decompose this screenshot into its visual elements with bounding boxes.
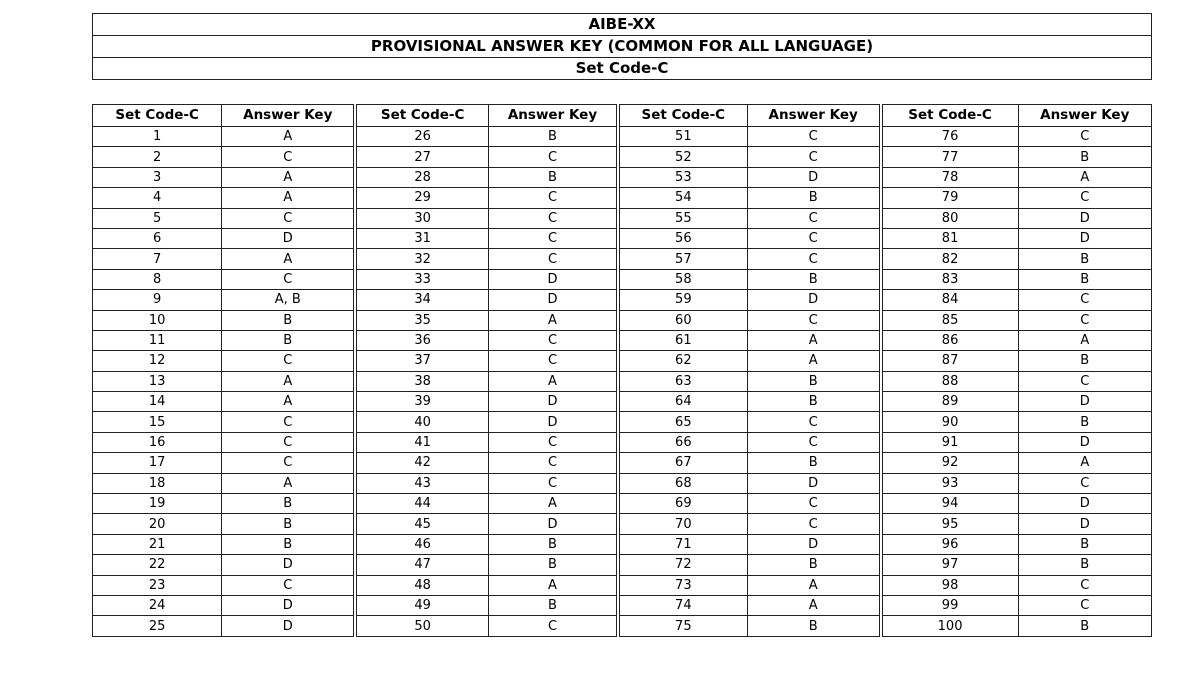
answer-cell: C — [1018, 595, 1151, 615]
answer-cell: B — [747, 188, 880, 208]
answer-cell: D — [489, 412, 618, 432]
question-number-cell: 76 — [881, 127, 1018, 147]
answer-cell: A — [222, 127, 355, 147]
question-number-cell: 8 — [93, 269, 222, 289]
question-number-cell: 45 — [355, 514, 488, 534]
table-row — [93, 616, 1152, 636]
answer-cell: A — [489, 494, 618, 514]
question-number-cell: 52 — [618, 147, 747, 167]
answer-cell: B — [1018, 269, 1151, 289]
answer-cell: C — [222, 453, 355, 473]
answer-key-header-row — [93, 105, 1152, 127]
question-number-cell: 47 — [355, 555, 488, 575]
answer-cell: C — [489, 147, 618, 167]
answer-cell: D — [1018, 494, 1151, 514]
question-number-cell: 93 — [881, 473, 1018, 493]
answer-cell: B — [747, 269, 880, 289]
answer-cell: B — [1018, 249, 1151, 269]
question-number-cell: 100 — [881, 616, 1018, 636]
question-number-cell: 48 — [355, 575, 488, 595]
question-number-cell: 29 — [355, 188, 488, 208]
answer-cell: C — [1018, 371, 1151, 391]
question-number-cell: 82 — [881, 249, 1018, 269]
table-row — [93, 188, 1152, 208]
answer-cell: C — [747, 494, 880, 514]
answer-cell: C — [222, 147, 355, 167]
answer-cell: A — [747, 575, 880, 595]
table-row — [93, 514, 1152, 534]
question-number-cell: 67 — [618, 453, 747, 473]
question-number-cell: 60 — [618, 310, 747, 330]
question-number-cell: 32 — [355, 249, 488, 269]
question-number-cell: 21 — [93, 534, 222, 554]
question-number-cell: 83 — [881, 269, 1018, 289]
question-number-cell: 4 — [93, 188, 222, 208]
question-number-cell: 75 — [618, 616, 747, 636]
answer-cell: D — [489, 290, 618, 310]
answer-cell: C — [489, 616, 618, 636]
answer-cell: C — [747, 514, 880, 534]
answer-cell: C — [747, 228, 880, 248]
answer-cell: D — [1018, 228, 1151, 248]
answer-cell: B — [489, 595, 618, 615]
answer-cell: A — [489, 575, 618, 595]
answer-cell: B — [747, 371, 880, 391]
question-number-cell: 79 — [881, 188, 1018, 208]
table-row — [93, 392, 1152, 412]
question-number-cell: 18 — [93, 473, 222, 493]
question-number-cell: 78 — [881, 167, 1018, 187]
question-number-cell: 54 — [618, 188, 747, 208]
answer-cell: C — [489, 351, 618, 371]
answer-cell: D — [222, 228, 355, 248]
answer-cell: C — [1018, 290, 1151, 310]
header-table — [92, 13, 1152, 80]
table-row — [93, 147, 1152, 167]
answer-cell: B — [489, 555, 618, 575]
question-number-cell: 34 — [355, 290, 488, 310]
answer-cell: A — [747, 330, 880, 350]
question-number-cell: 98 — [881, 575, 1018, 595]
question-number-cell: 19 — [93, 494, 222, 514]
table-row — [93, 330, 1152, 350]
answer-cell: A — [1018, 167, 1151, 187]
column-header-answer: Answer Key — [747, 105, 880, 127]
table-row — [93, 371, 1152, 391]
answer-cell: C — [747, 208, 880, 228]
answer-cell: C — [489, 432, 618, 452]
column-header-question: Set Code-C — [881, 105, 1018, 127]
answer-cell: B — [222, 534, 355, 554]
answer-cell: C — [222, 269, 355, 289]
answer-cell: C — [489, 208, 618, 228]
table-row — [93, 249, 1152, 269]
question-number-cell: 57 — [618, 249, 747, 269]
question-number-cell: 88 — [881, 371, 1018, 391]
table-row — [93, 575, 1152, 595]
question-number-cell: 17 — [93, 453, 222, 473]
question-number-cell: 53 — [618, 167, 747, 187]
question-number-cell: 74 — [618, 595, 747, 615]
question-number-cell: 27 — [355, 147, 488, 167]
table-row — [93, 127, 1152, 147]
question-number-cell: 68 — [618, 473, 747, 493]
question-number-cell: 38 — [355, 371, 488, 391]
answer-cell: B — [222, 310, 355, 330]
answer-cell: C — [1018, 575, 1151, 595]
question-number-cell: 85 — [881, 310, 1018, 330]
question-number-cell: 77 — [881, 147, 1018, 167]
answer-cell: A — [222, 392, 355, 412]
column-header-question: Set Code-C — [355, 105, 488, 127]
question-number-cell: 92 — [881, 453, 1018, 473]
question-number-cell: 3 — [93, 167, 222, 187]
table-row — [93, 534, 1152, 554]
column-header-answer: Answer Key — [489, 105, 618, 127]
answer-cell: D — [1018, 392, 1151, 412]
answer-key-title: PROVISIONAL ANSWER KEY (COMMON FOR ALL LANGUAGE) — [93, 36, 1152, 58]
answer-cell: B — [222, 330, 355, 350]
table-row — [93, 167, 1152, 187]
answer-cell: B — [1018, 555, 1151, 575]
question-number-cell: 10 — [93, 310, 222, 330]
question-number-cell: 63 — [618, 371, 747, 391]
question-number-cell: 64 — [618, 392, 747, 412]
question-number-cell: 51 — [618, 127, 747, 147]
answer-cell: A — [222, 473, 355, 493]
column-header-question: Set Code-C — [618, 105, 747, 127]
answer-cell: C — [747, 147, 880, 167]
table-row — [93, 412, 1152, 432]
column-header-answer: Answer Key — [222, 105, 355, 127]
question-number-cell: 71 — [618, 534, 747, 554]
answer-cell: D — [747, 167, 880, 187]
question-number-cell: 26 — [355, 127, 488, 147]
column-header-question: Set Code-C — [93, 105, 222, 127]
table-row — [93, 228, 1152, 248]
question-number-cell: 16 — [93, 432, 222, 452]
answer-cell: D — [1018, 208, 1151, 228]
question-number-cell: 55 — [618, 208, 747, 228]
answer-cell: C — [489, 330, 618, 350]
answer-cell: C — [489, 453, 618, 473]
answer-cell: C — [1018, 127, 1151, 147]
answer-cell: C — [747, 249, 880, 269]
answer-cell: D — [1018, 514, 1151, 534]
question-number-cell: 43 — [355, 473, 488, 493]
table-row — [93, 290, 1152, 310]
table-row — [93, 310, 1152, 330]
answer-cell: D — [489, 269, 618, 289]
answer-cell: C — [489, 473, 618, 493]
question-number-cell: 15 — [93, 412, 222, 432]
answer-cell: D — [1018, 432, 1151, 452]
question-number-cell: 56 — [618, 228, 747, 248]
table-row — [93, 432, 1152, 452]
question-number-cell: 24 — [93, 595, 222, 615]
answer-cell: B — [1018, 534, 1151, 554]
answer-cell: D — [222, 616, 355, 636]
question-number-cell: 50 — [355, 616, 488, 636]
question-number-cell: 84 — [881, 290, 1018, 310]
question-number-cell: 61 — [618, 330, 747, 350]
answer-cell: A, B — [222, 290, 355, 310]
answer-cell: B — [489, 534, 618, 554]
question-number-cell: 95 — [881, 514, 1018, 534]
question-number-cell: 14 — [93, 392, 222, 412]
table-row — [93, 269, 1152, 289]
answer-cell: B — [747, 616, 880, 636]
question-number-cell: 22 — [93, 555, 222, 575]
answer-cell: A — [747, 351, 880, 371]
answer-cell: C — [747, 412, 880, 432]
question-number-cell: 5 — [93, 208, 222, 228]
question-number-cell: 28 — [355, 167, 488, 187]
answer-cell: B — [747, 555, 880, 575]
question-number-cell: 62 — [618, 351, 747, 371]
answer-cell: C — [222, 351, 355, 371]
question-number-cell: 69 — [618, 494, 747, 514]
answer-cell: C — [489, 249, 618, 269]
question-number-cell: 2 — [93, 147, 222, 167]
answer-cell: B — [222, 494, 355, 514]
question-number-cell: 65 — [618, 412, 747, 432]
answer-cell: D — [489, 514, 618, 534]
question-number-cell: 72 — [618, 555, 747, 575]
answer-cell: C — [747, 310, 880, 330]
answer-cell: C — [222, 208, 355, 228]
answer-key-body — [93, 127, 1152, 637]
answer-cell: C — [489, 228, 618, 248]
answer-cell: B — [222, 514, 355, 534]
exam-title: AIBE-XX — [93, 14, 1152, 36]
answer-cell: D — [747, 290, 880, 310]
question-number-cell: 35 — [355, 310, 488, 330]
table-row — [93, 595, 1152, 615]
question-number-cell: 80 — [881, 208, 1018, 228]
question-number-cell: 9 — [93, 290, 222, 310]
question-number-cell: 70 — [618, 514, 747, 534]
answer-cell: B — [489, 127, 618, 147]
question-number-cell: 91 — [881, 432, 1018, 452]
question-number-cell: 42 — [355, 453, 488, 473]
set-code-title: Set Code-C — [93, 58, 1152, 80]
question-number-cell: 87 — [881, 351, 1018, 371]
question-number-cell: 20 — [93, 514, 222, 534]
answer-cell: A — [489, 310, 618, 330]
question-number-cell: 13 — [93, 371, 222, 391]
answer-cell: B — [747, 392, 880, 412]
answer-cell: A — [1018, 330, 1151, 350]
answer-cell: A — [222, 371, 355, 391]
answer-cell: C — [747, 432, 880, 452]
question-number-cell: 66 — [618, 432, 747, 452]
question-number-cell: 7 — [93, 249, 222, 269]
answer-cell: D — [489, 392, 618, 412]
question-number-cell: 73 — [618, 575, 747, 595]
answer-cell: D — [222, 555, 355, 575]
answer-cell: D — [222, 595, 355, 615]
answer-cell: A — [1018, 453, 1151, 473]
column-header-answer: Answer Key — [1018, 105, 1151, 127]
answer-cell: C — [222, 412, 355, 432]
answer-cell: A — [489, 371, 618, 391]
answer-cell: A — [222, 188, 355, 208]
table-row — [93, 208, 1152, 228]
question-number-cell: 49 — [355, 595, 488, 615]
question-number-cell: 12 — [93, 351, 222, 371]
question-number-cell: 39 — [355, 392, 488, 412]
question-number-cell: 6 — [93, 228, 222, 248]
answer-cell: B — [1018, 147, 1151, 167]
answer-cell: B — [1018, 412, 1151, 432]
answer-cell: A — [222, 167, 355, 187]
answer-cell: D — [747, 473, 880, 493]
table-row — [93, 494, 1152, 514]
table-row — [93, 555, 1152, 575]
question-number-cell: 25 — [93, 616, 222, 636]
question-number-cell: 89 — [881, 392, 1018, 412]
question-number-cell: 33 — [355, 269, 488, 289]
question-number-cell: 94 — [881, 494, 1018, 514]
question-number-cell: 1 — [93, 127, 222, 147]
answer-cell: C — [222, 432, 355, 452]
question-number-cell: 41 — [355, 432, 488, 452]
answer-cell: C — [222, 575, 355, 595]
answer-cell: C — [1018, 310, 1151, 330]
answer-cell: B — [747, 453, 880, 473]
table-row — [93, 453, 1152, 473]
question-number-cell: 46 — [355, 534, 488, 554]
answer-cell: B — [1018, 616, 1151, 636]
answer-cell: A — [747, 595, 880, 615]
answer-cell: A — [222, 249, 355, 269]
question-number-cell: 44 — [355, 494, 488, 514]
answer-cell: C — [747, 127, 880, 147]
answer-cell: B — [489, 167, 618, 187]
question-number-cell: 59 — [618, 290, 747, 310]
table-row — [93, 473, 1152, 493]
question-number-cell: 58 — [618, 269, 747, 289]
answer-cell: B — [1018, 351, 1151, 371]
answer-cell: C — [1018, 473, 1151, 493]
question-number-cell: 90 — [881, 412, 1018, 432]
question-number-cell: 97 — [881, 555, 1018, 575]
table-row — [93, 351, 1152, 371]
question-number-cell: 31 — [355, 228, 488, 248]
answer-cell: C — [489, 188, 618, 208]
question-number-cell: 96 — [881, 534, 1018, 554]
answer-cell: D — [747, 534, 880, 554]
question-number-cell: 81 — [881, 228, 1018, 248]
answer-key-table — [92, 104, 1152, 637]
question-number-cell: 37 — [355, 351, 488, 371]
question-number-cell: 30 — [355, 208, 488, 228]
question-number-cell: 11 — [93, 330, 222, 350]
question-number-cell: 23 — [93, 575, 222, 595]
question-number-cell: 99 — [881, 595, 1018, 615]
question-number-cell: 86 — [881, 330, 1018, 350]
question-number-cell: 36 — [355, 330, 488, 350]
question-number-cell: 40 — [355, 412, 488, 432]
answer-cell: C — [1018, 188, 1151, 208]
